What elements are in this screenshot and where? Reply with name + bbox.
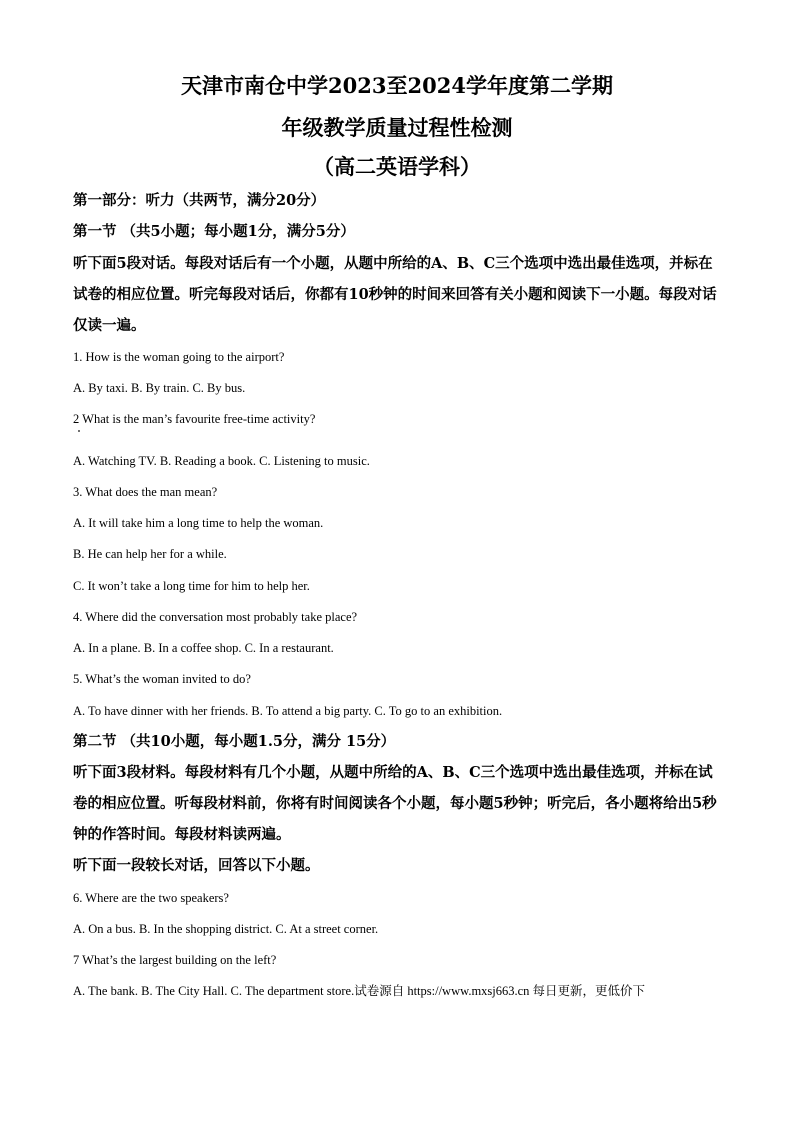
question-4-stem: 4. Where did the conversation most probably take place? — [73, 610, 358, 624]
subject-title: （高二英语学科） — [313, 154, 481, 179]
exam-subtitle: 年级教学质量过程性检测 — [281, 115, 513, 140]
section2-heading: 第二节 （共10小题，每小题1.5分，满分 15分） — [73, 733, 396, 750]
section2-sub-instruction: 听下面一段较长对话，回答以下小题。 — [73, 857, 320, 874]
question-6-stem: 6. Where are the two speakers? — [73, 891, 229, 905]
question-3-option-c: C. It won’t take a long time for him to help her. — [73, 579, 310, 593]
stray-mark — [78, 430, 80, 432]
question-7-options: A. The bank. B. The City Hall. C. The department store.试卷源自 https://www.mxsj663.cn 每日更新，更低价下 — [73, 984, 646, 998]
question-7-stem: 7 What’s the largest building on the left? — [73, 953, 277, 967]
section1-heading: 第一节 （共5小题；每小题1分，满分5分） — [73, 223, 355, 240]
question-4-options: A. In a plane. B. In a coffee shop. C. In a restaurant. — [73, 641, 334, 655]
section2-instructions: 听下面3段材料。每段材料有几个小题，从题中所给的A、B、C三个选项中选出最佳选项，并标在试卷的相应位置。听每段材料前，你将有时间阅读各个小题，每小题5秒钟；听完后，各小题将给出5秒钟的作答时间。每段材料读两遍。 — [73, 764, 717, 843]
exam-title: 天津市南仓中学2023至2024学年度第二学期 — [181, 73, 613, 98]
question-1-options: A. By taxi. B. By train. C. By bus. — [73, 381, 246, 395]
part1-heading: 第一部分：听力（共两节，满分20分） — [73, 192, 326, 209]
question-5-stem: 5. What’s the woman invited to do? — [73, 672, 251, 686]
question-6-options: A. On a bus. B. In the shopping district. C. At a street corner. — [73, 922, 379, 936]
question-1-stem: 1. How is the woman going to the airport? — [73, 350, 285, 364]
question-5-options: A. To have dinner with her friends. B. To attend a big party. C. To go to an exhibition. — [73, 704, 503, 718]
question-3-option-a: A. It will take him a long time to help the woman. — [73, 516, 324, 530]
question-3-option-b: B. He can help her for a while. — [73, 547, 227, 561]
section1-instructions: 听下面5段对话。每段对话后有一个小题，从题中所给的A、B、C三个选项中选出最佳选项，并标在试卷的相应位置。听完每段对话后，你都有10秒钟的时间来回答有关小题和阅读下一小题。每段对话仅读一遍。 — [73, 255, 717, 334]
question-3-stem: 3. What does the man mean? — [73, 485, 218, 499]
question-2-options: A. Watching TV. B. Reading a book. C. Listening to music. — [73, 454, 370, 468]
question-2-stem: 2 What is the man’s favourite free-time activity? — [73, 412, 316, 426]
